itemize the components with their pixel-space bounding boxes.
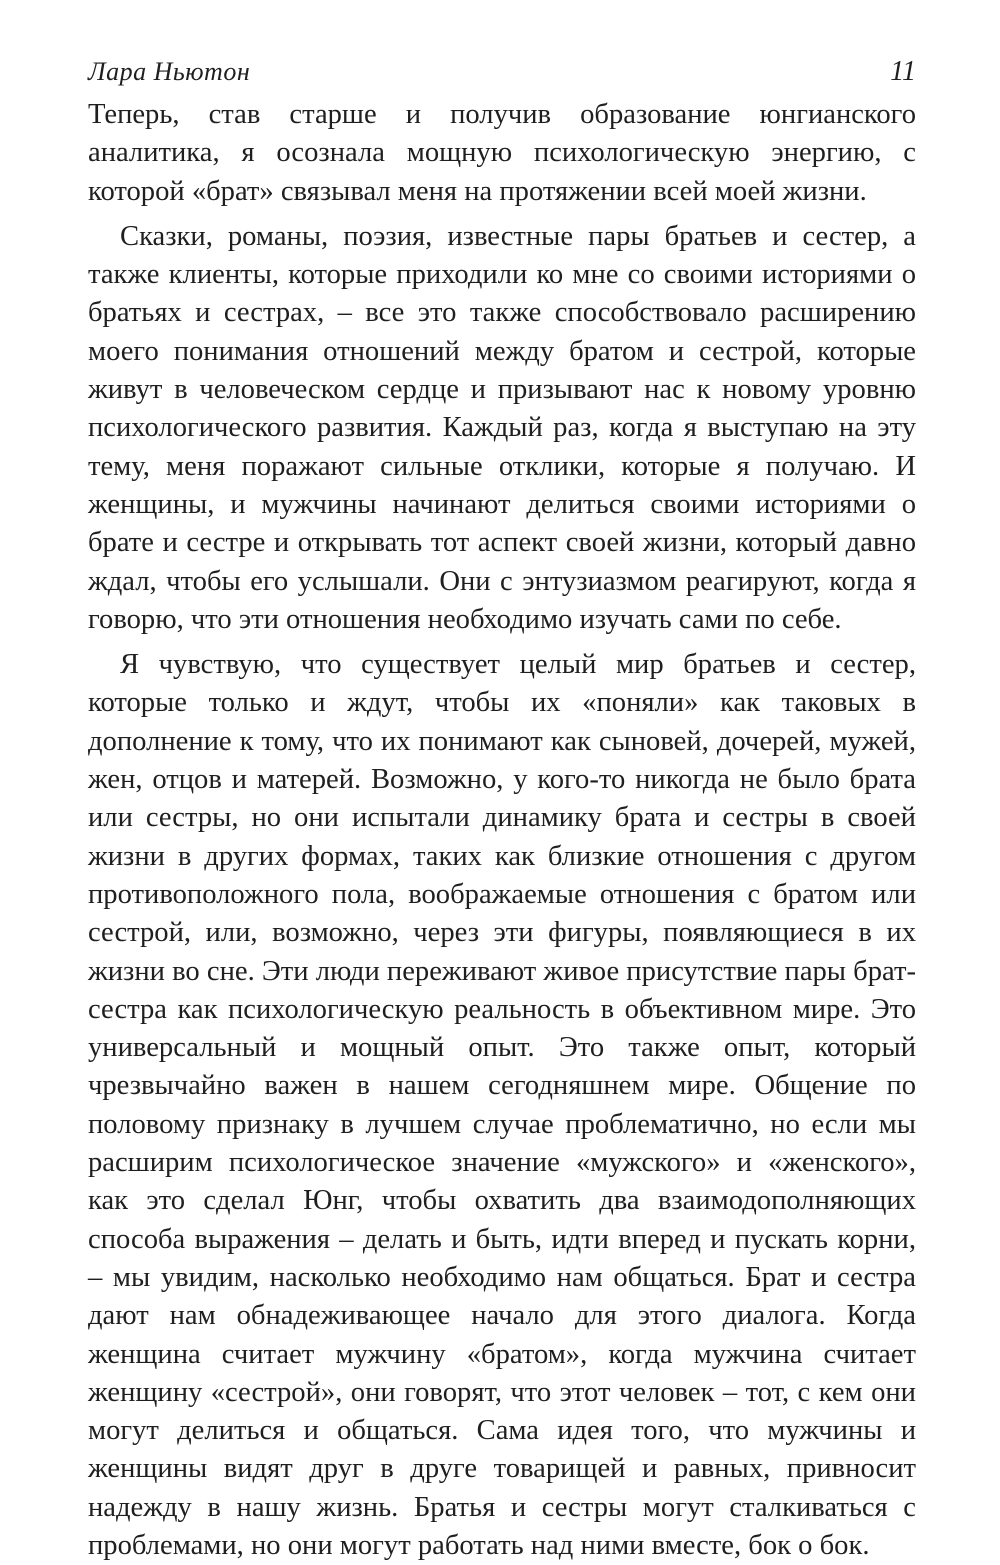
running-header: [88, 56, 916, 96]
page-number: 11: [890, 56, 916, 87]
paragraph-3: Я чувствую, что существует целый мир братьев и сестер, которые только и ждут, чтобы их «поняли» как таковых в дополнение к тому, что их понимают как сыновей, дочерей, мужей, жен, отцов и матерей. Возможно, у кого-то никогда не было брата или сестры, но они испытали динамику брата и сестры в своей жизни в других формах, таких как близкие отношения с другом противоположного пола, воображаемые отношения с братом или сестрой, или, возможно, через эти фигуры, появляющиеся в их жизни во сне. Эти люди переживают живое присутствие пары брат-сестра как психологическую реальность в объективном мире. Это универсальный и мощный опыт. Это также опыт, который чрезвычайно важен в нашем сегодняшнем мире. Общение по половому признаку в лучшем случае проблематично, но если мы расширим психологическое значение «мужского» и «женского», как это сделал Юнг, чтобы охватить два взаимодополняющих способа выражения – делать и быть, идти вперед и пускать корни, – мы увидим, насколько необходимо нам общаться. Брат и сестра дают нам обнадеживающее начало для этого диалога. Когда женщина считает мужчину «братом», когда мужчина считает женщину «сестрой», они говорят, что этот человек – тот, с кем они могут делиться и общаться. Сама идея того, что мужчины и женщины видят друг в друге товарищей и равных, привносит надежду в нашу жизнь. Братья и сестры могут сталкиваться с проблемами, но они могут работать над ними вместе, бок о бок.: [88, 649, 916, 1561]
paragraph-2: Сказки, романы, поэзия, известные пары братьев и сестер, а также клиенты, которые приходили ко мне со своими историями о братьях и сестрах, – все это также способствовало расширению моего понимания отношений между братом и сестрой, которые живут в человеческом сердце и призывают нас к новому уровню психологического развития. Каждый раз, когда я выступаю на эту тему, меня поражают сильные отклики, которые я получаю. И женщины, и мужчины начинают делиться своими историями о брате и сестре и открывать тот аспект своей жизни, который давно ждал, чтобы его услышали. Они с энтузиазмом реагируют, когда я говорю, что эти отношения необходимо изучать сами по себе.: [88, 220, 916, 635]
book-page: [88, 56, 916, 1565]
paragraph-1: Теперь, став старше и получив образование юнгианского аналитика, я осознала мощную психологическую энергию, с которой «брат» связывал меня на протяжении всей моей жизни.: [88, 99, 916, 207]
author-name: Лара Ньютон: [88, 57, 251, 86]
body-text: [88, 96, 916, 1565]
